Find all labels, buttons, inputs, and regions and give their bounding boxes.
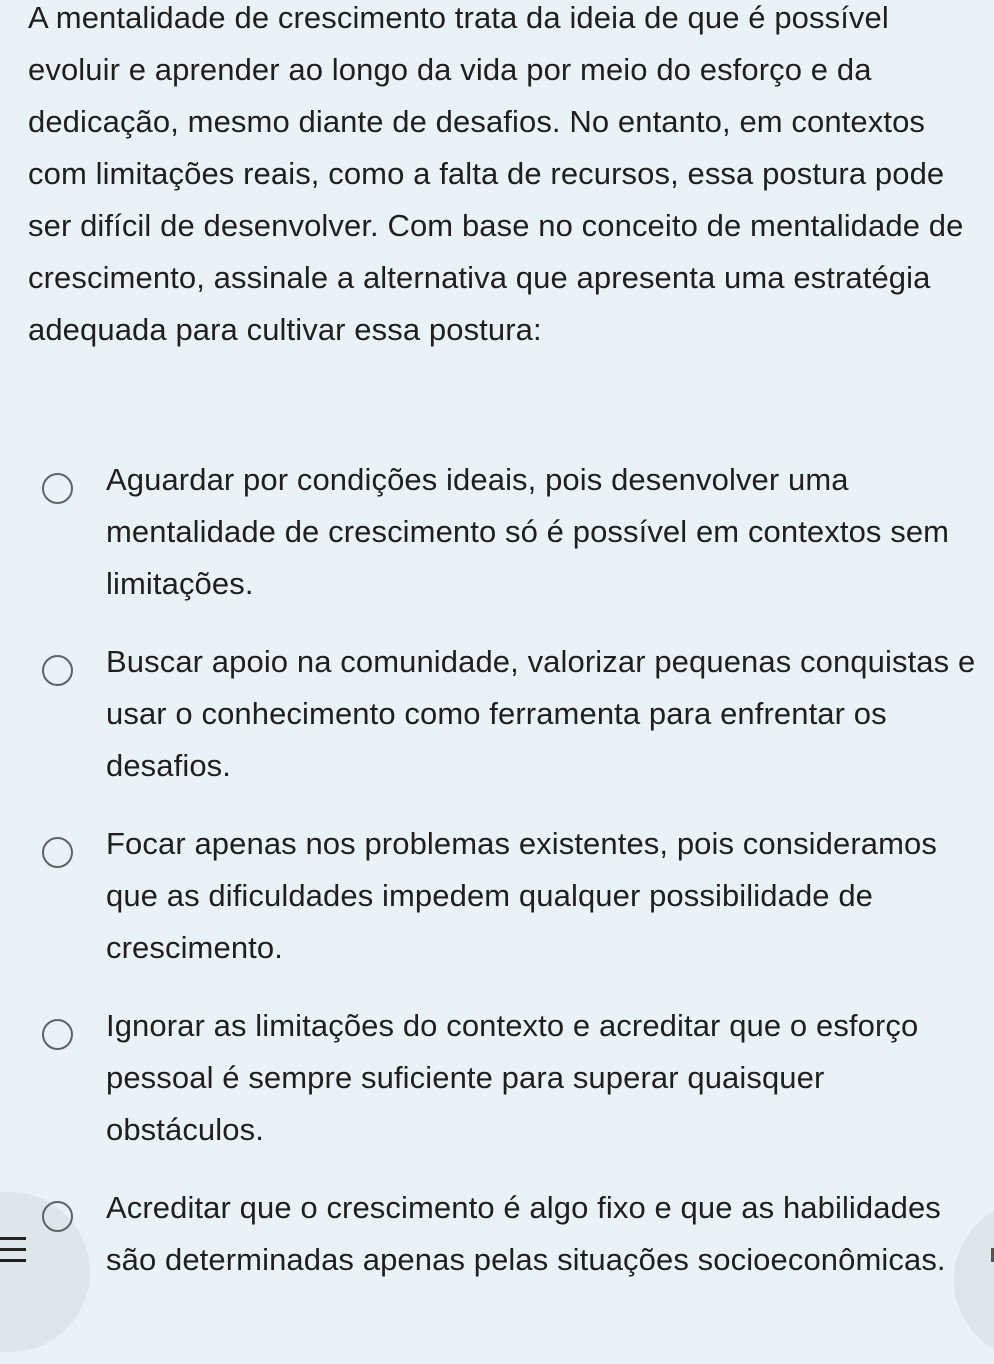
option-c-text: Focar apenas nos problemas existentes, pois consideramos que as dificuldades impedem qualquer possibilidade de crescimento. — [106, 826, 937, 965]
option-b[interactable] — [0, 636, 994, 818]
radio-unchecked-icon[interactable] — [42, 1201, 73, 1232]
options-list — [0, 454, 994, 1364]
radio-unchecked-icon[interactable] — [42, 655, 73, 686]
question-text: A mentalidade de crescimento trata da ideia de que é possível evoluir e aprender ao longo da vida por meio do esforço e da dedicação, mesmo diante de desafios. No entanto, em contextos com limitações reais, como a falta de recursos, essa postura pode ser difícil de desenvolver. Com base no conceito de mentalidade de crescimento, assinale a alternativa que apresenta uma estratégia adequada para cultivar essa postura: — [28, 0, 964, 347]
radio-unchecked-icon[interactable] — [42, 1019, 73, 1050]
option-e-text: Acreditar que o crescimento é algo fixo e que as habilidades são determinadas apenas pelas situações socioeconômicas. — [106, 1190, 946, 1277]
option-e[interactable] — [0, 1182, 994, 1364]
option-c[interactable] — [0, 818, 994, 1000]
radio-unchecked-icon[interactable] — [42, 837, 73, 868]
radio-unchecked-icon[interactable] — [42, 473, 73, 504]
option-a-text: Aguardar por condições ideais, pois desenvolver uma mentalidade de crescimento só é possível em contextos sem limitações. — [106, 462, 950, 601]
option-a[interactable] — [0, 454, 994, 636]
option-d-text: Ignorar as limitações do contexto e acreditar que o esforço pessoal é sempre suficiente para superar quaisquer obstáculos. — [106, 1008, 919, 1147]
option-b-text: Buscar apoio na comunidade, valorizar pequenas conquistas e usar o conhecimento como ferramenta para enfrentar os desafios. — [106, 644, 976, 783]
option-d[interactable] — [0, 1000, 994, 1182]
menu-icon[interactable] — [0, 1237, 26, 1265]
